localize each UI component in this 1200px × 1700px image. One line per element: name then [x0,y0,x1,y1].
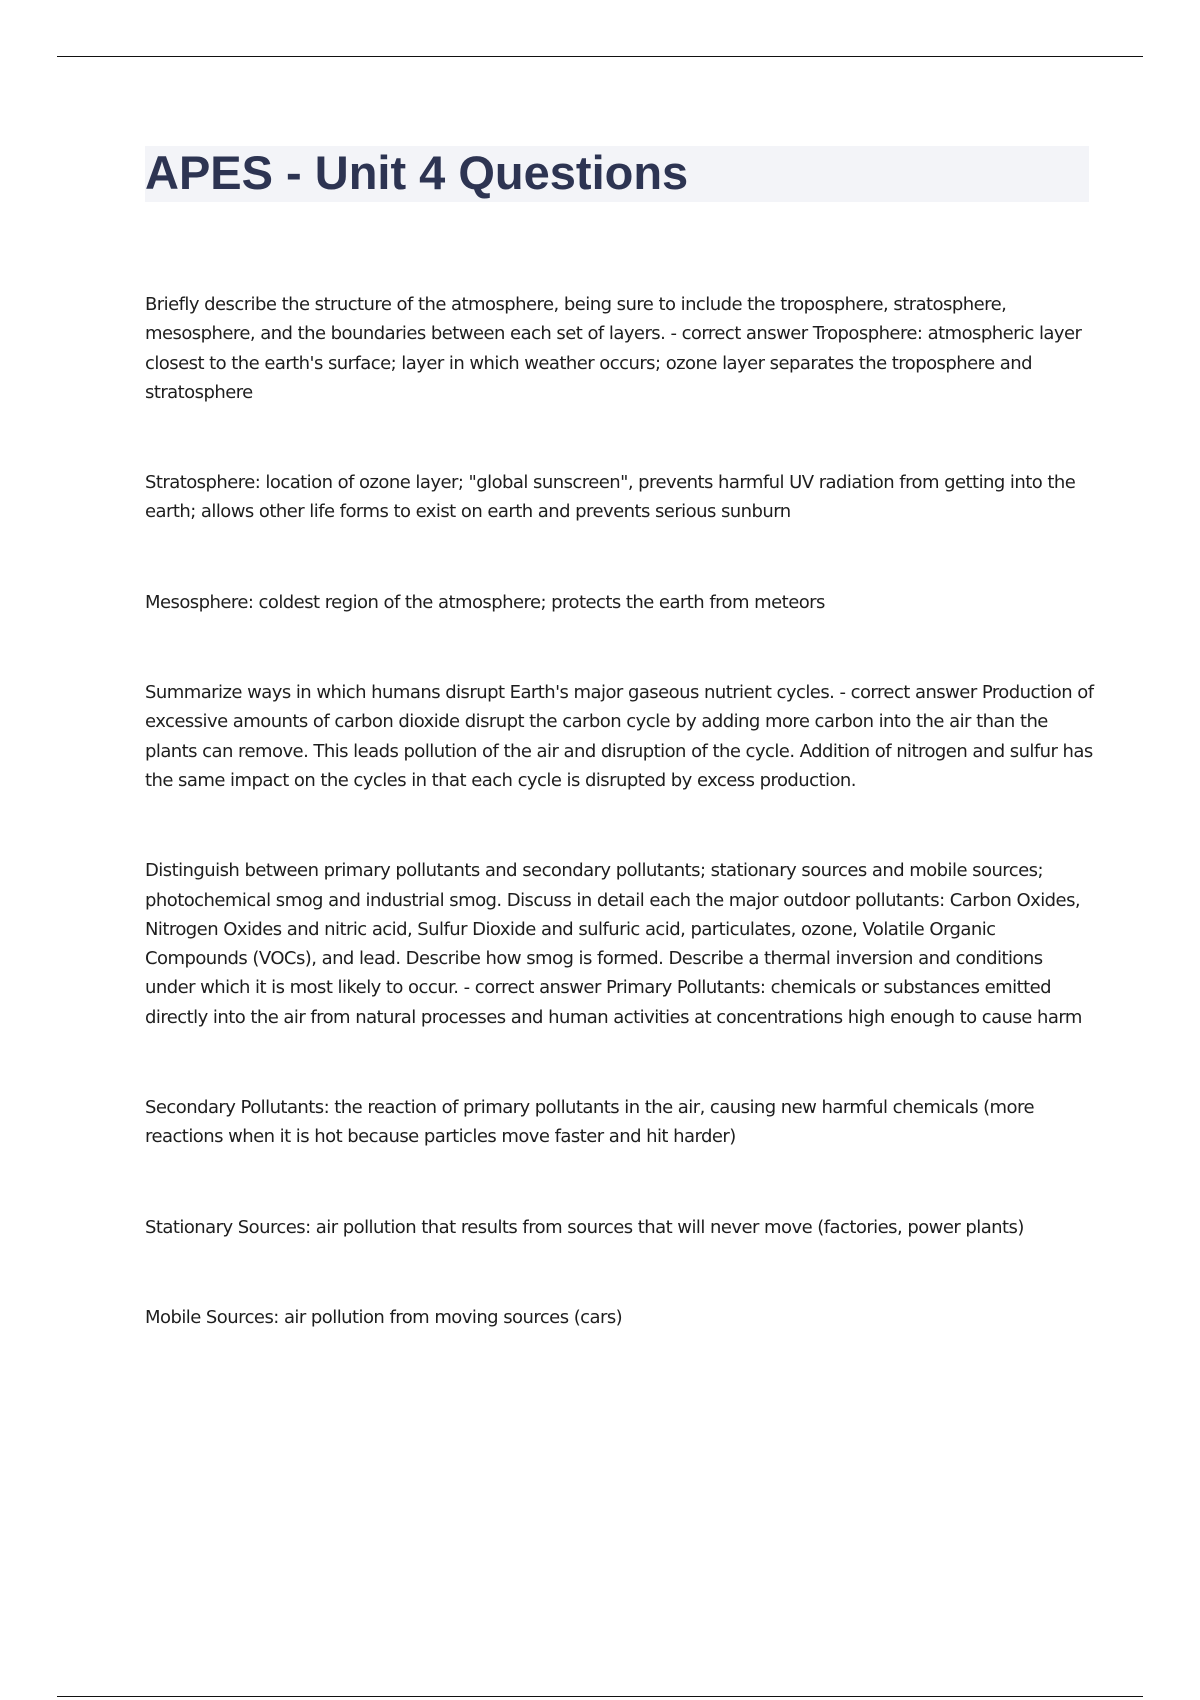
paragraph-pollutants: Distinguish between primary pollutants and secondary pollutants; stationary sources and mobile sources; photochemical smog and industrial smog. Discuss in detail each the major outdoor pollutants: Carbon Oxides, Nitrogen Oxides and nitric acid, Sulfur Dioxide and sulfuric acid, particulates, ozone, Volatile Organic Compounds (VOCs), and lead. Describe how smog is formed. Describe a thermal inversion and conditions under which it is most likely to occur. - correct answer Primary Pollutants: chemicals or substances emitted directly into the air from natural processes and human activities at concentrations high enough to cause harm [145,860,1082,1028]
paragraph-nutrient-cycles: Summarize ways in which humans disrupt Earth's major gaseous nutrient cycles. - correct answer Production of excessive amounts of carbon dioxide disrupt the carbon cycle by adding more carbon into the air than the plants can remove. This leads pollution of the air and disruption of the cycle. Addition of nitrogen and sulfur has the same impact on the cycles in that each cycle is disrupted by excess production. [145,682,1094,791]
document-title: APES - Unit 4 Questions [145,146,689,199]
paragraph-mobile-sources: Mobile Sources: air pollution from moving sources (cars) [145,1306,623,1328]
top-rule [57,56,1143,57]
paragraph-stratosphere: Stratosphere: location of ozone layer; "global sunscreen", prevents harmful UV radiation from getting into the earth; allows other life forms to exist on earth and prevents serious sunburn [145,472,1076,523]
paragraph-atmosphere-structure: Briefly describe the structure of the atmosphere, being sure to include the troposphere, stratosphere, mesosphere, and the boundaries between each set of layers. - correct answer Troposphere: atmospheric layer closest to the earth's surface; layer in which weather occurs; ozone layer separates the troposphere and stratosphere [145,294,1082,403]
document-body [145,290,1095,1332]
paragraph-mesosphere: Mesosphere: coldest region of the atmosphere; protects the earth from meteors [145,591,825,613]
bottom-rule [57,1696,1143,1697]
paragraph-stationary-sources: Stationary Sources: air pollution that results from sources that will never move (factories, power plants) [145,1216,1024,1238]
paragraph-secondary-pollutants: Secondary Pollutants: the reaction of primary pollutants in the air, causing new harmful chemicals (more reactions when it is hot because particles move faster and hit harder) [145,1097,1034,1148]
